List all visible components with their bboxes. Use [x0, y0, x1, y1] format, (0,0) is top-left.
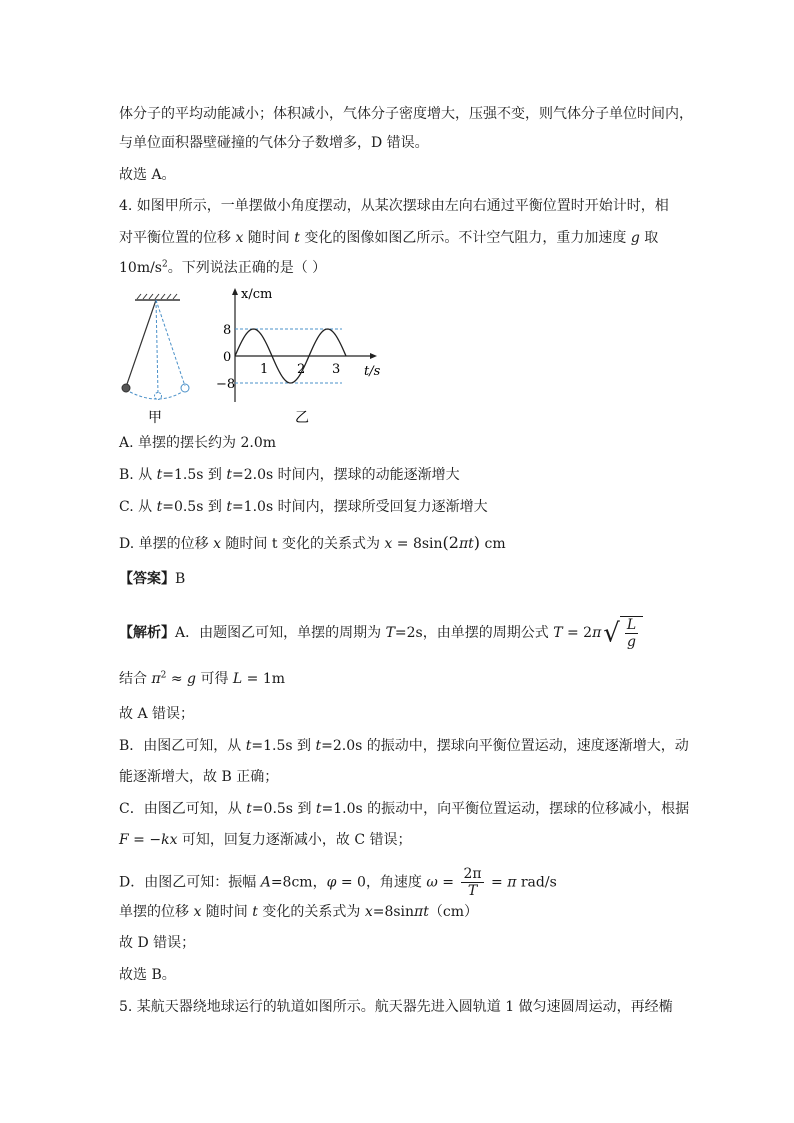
analysis-line: 结合 $\pi^2 \approx g$ 可得 L = 1m	[119, 670, 286, 687]
x-tick-2: 2	[297, 362, 306, 377]
analysis-line: 故 D 错误；	[119, 935, 196, 951]
text-line: 与单位面积器壁碰撞的气体分子数增多，D 错误。	[119, 135, 429, 151]
analysis-line: B．由图乙可知，从 t=1.5s 到 t=2.0s 的振动中，摆球向平衡位置运动，速度逐渐增大，动	[119, 738, 689, 754]
option-b[interactable]: B. 从 t=1.5s 到 t=2.0s 时间内，摆球的动能逐渐增大	[119, 467, 460, 483]
x-axis-label: t/s	[364, 364, 381, 379]
answer-value: B	[175, 571, 186, 587]
fraction: $\frac{2\pi}{T}$	[463, 866, 482, 899]
analysis-line: 故选 B。	[119, 967, 176, 983]
x-tick-1: 1	[260, 362, 269, 377]
question-5-stem: 5. 某航天器绕地球运行的轨道如图所示。航天器先进入圆轨道 1 做匀速圆周运动，再经椭	[119, 999, 673, 1015]
xt-graph	[216, 287, 381, 426]
option-d[interactable]: D. 单摆的位移 x 随时间 t 变化的关系式为 x = 8sin(2πt) cm	[119, 533, 506, 552]
figure-pendulum-and-graph	[110, 282, 400, 427]
figure-label-yi: 乙	[295, 410, 309, 426]
analysis-line: F = −kx 可知，回复力逐渐减小，故 C 错误；	[119, 832, 412, 848]
analysis-line: C．由图乙可知，从 t=0.5s 到 t=1.0s 的振动中，向平衡位置运动，摆球的位移减小，根据	[119, 801, 690, 817]
sqrt-expression: √ $\frac{L}{g}$	[603, 616, 643, 650]
answer-line	[119, 569, 185, 589]
analysis-line: 单摆的位移 x 随时间 t 变化的关系式为 x=8sinπt（cm）	[119, 904, 478, 920]
option-c[interactable]: C. 从 t=0.5s 到 t=1.0s 时间内，摆球所受回复力逐渐增大	[119, 499, 488, 515]
pendulum-diagram	[122, 294, 189, 426]
text-line: 体分子的平均动能减小；体积减小，气体分子密度增大，压强不变，则气体分子单位时间内，	[119, 106, 693, 122]
option-a[interactable]: A. 单摆的摆长约为 2.0m	[119, 435, 277, 451]
x-tick-3: 3	[332, 362, 341, 377]
answer-tag: 【答案】	[119, 571, 175, 587]
question-4-stem: 4. 如图甲所示，一单摆做小角度摆动，从某次摆球由左向右通过平衡位置时开始计时，相	[119, 198, 669, 214]
analysis-line: 故 A 错误；	[119, 706, 195, 722]
analysis-line: 【解析】A．由题图乙可知，单摆的周期为 T=2s，由单摆的周期公式 T = 2π√ $\frac{L}{g}$	[119, 616, 643, 650]
y-tick-8: 8	[223, 323, 232, 338]
question-4-stem: 对平衡位置的位移 x 随时间 t 变化的图像如图乙所示。不计空气阻力，重力加速度 g 取	[119, 230, 659, 246]
figure-label-jia: 甲	[148, 410, 162, 426]
analysis-line: 能逐渐增大，故 B 正确；	[119, 769, 279, 785]
y-axis-label: x/cm	[241, 287, 273, 302]
y-tick-0: 0	[223, 350, 232, 365]
y-tick-neg8: −8	[216, 377, 236, 392]
analysis-tag: 【解析】	[119, 625, 175, 641]
question-4-stem: $10m/s^2$。下列说法正确的是（ ）	[119, 259, 327, 276]
analysis-line: D．由图乙可知：振幅 A=8cm，φ = 0，角速度 ω = $\frac{2\pi}{T}$ = π rad/s	[119, 866, 557, 899]
text-line: 故选 A。	[119, 167, 176, 183]
